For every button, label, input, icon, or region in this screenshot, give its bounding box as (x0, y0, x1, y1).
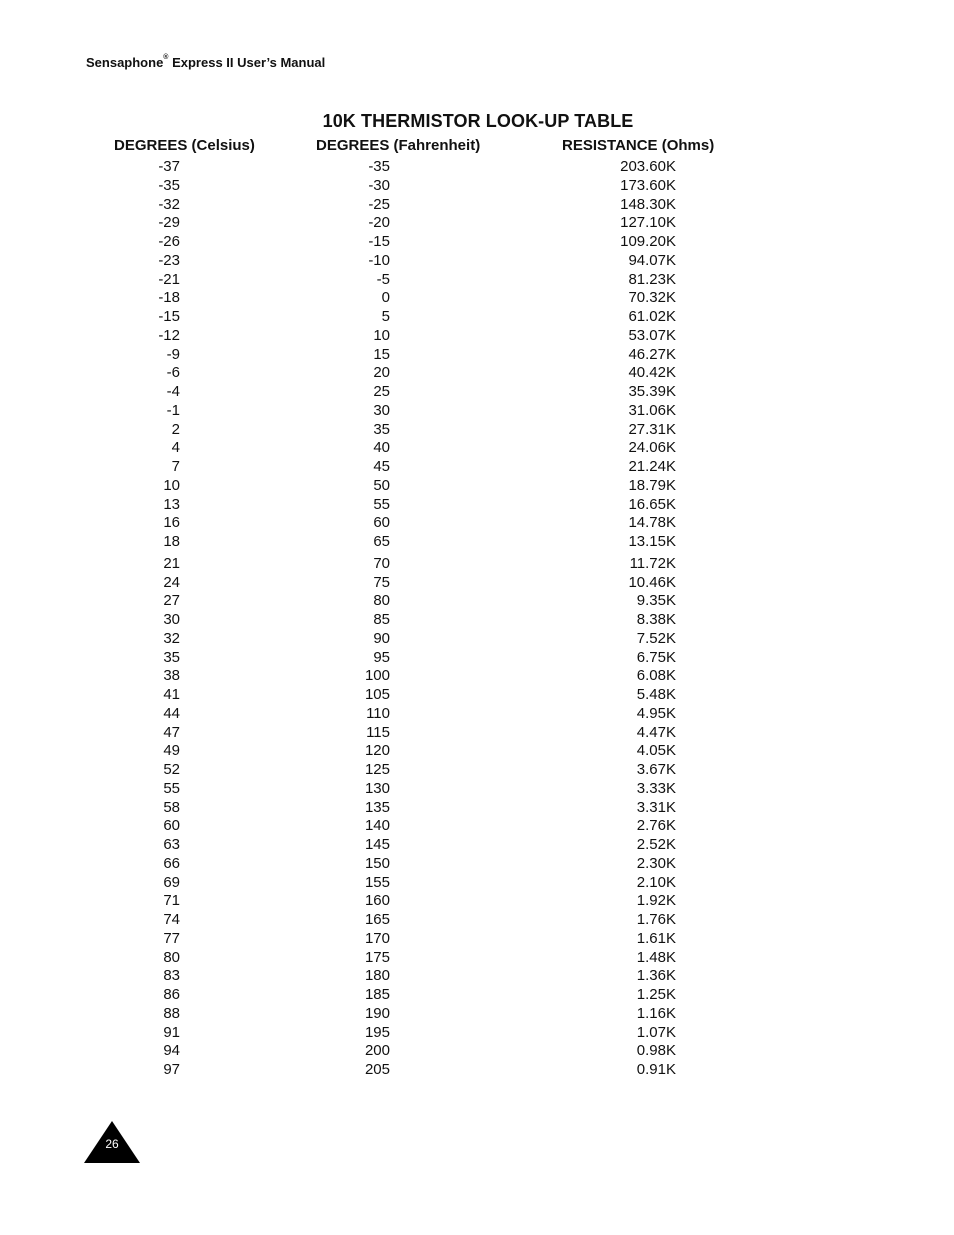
fahrenheit-cell: 75 (373, 573, 390, 591)
table-row (0, 196, 954, 215)
celsius-cell: -12 (158, 326, 180, 344)
celsius-cell: -9 (166, 345, 180, 363)
celsius-cell: 21 (163, 554, 180, 572)
fahrenheit-cell: 20 (373, 364, 390, 382)
resistance-cell: 4.95K (636, 704, 676, 722)
header-brand: Sensaphone (86, 55, 164, 70)
fahrenheit-cell: 205 (364, 1061, 390, 1078)
fahrenheit-cell: 190 (364, 1004, 390, 1022)
resistance-cell: 1.61K (636, 929, 676, 947)
resistance-cell: 6.75K (636, 648, 676, 666)
fahrenheit-cell: 50 (373, 476, 390, 494)
celsius-cell: 91 (163, 1023, 180, 1041)
table-row (0, 667, 954, 686)
resistance-cell: 4.47K (636, 723, 676, 741)
celsius-cell: 74 (163, 911, 180, 928)
table-row (0, 533, 954, 552)
resistance-cell: 2.30K (636, 854, 676, 872)
resistance-cell: 1.07K (636, 1023, 676, 1041)
fahrenheit-cell: 40 (373, 439, 390, 457)
resistance-cell: 70.32K (628, 289, 676, 307)
resistance-cell: 7.52K (636, 629, 676, 647)
resistance-cell: 3.33K (636, 779, 676, 797)
celsius-cell: -4 (166, 383, 180, 400)
resistance-cell: 203.60K (620, 158, 676, 175)
celsius-cell: 27 (163, 592, 180, 610)
fahrenheit-cell: -20 (368, 214, 390, 232)
resistance-cell: 14.78K (628, 514, 676, 532)
table-row (0, 986, 954, 1005)
celsius-cell: -29 (158, 214, 180, 232)
celsius-cell: 16 (163, 514, 180, 532)
table-row (0, 289, 954, 308)
resistance-cell: 81.23K (628, 270, 676, 288)
resistance-cell: 18.79K (628, 476, 676, 494)
resistance-cell: 2.76K (636, 817, 676, 835)
table-row (0, 705, 954, 724)
fahrenheit-cell: 60 (373, 514, 390, 532)
table-row (0, 214, 954, 233)
fahrenheit-cell: -30 (368, 176, 390, 194)
resistance-cell: 1.76K (636, 911, 676, 928)
celsius-cell: 88 (163, 1004, 180, 1022)
celsius-cell: 2 (171, 420, 180, 438)
table-row (0, 799, 954, 818)
fahrenheit-cell: 65 (373, 533, 390, 550)
celsius-cell: 69 (163, 873, 180, 891)
fahrenheit-cell: 35 (373, 420, 390, 438)
running-header (86, 55, 325, 70)
celsius-cell: 13 (163, 495, 180, 513)
resistance-cell: 0.98K (636, 1042, 676, 1060)
table-row (0, 402, 954, 421)
celsius-cell: 35 (163, 648, 180, 666)
celsius-cell: -1 (166, 401, 180, 419)
resistance-cell: 16.65K (628, 495, 676, 513)
celsius-cell: 80 (163, 948, 180, 966)
celsius-cell: 58 (163, 798, 180, 816)
fahrenheit-cell: 10 (373, 326, 390, 344)
fahrenheit-cell: 165 (364, 911, 390, 928)
fahrenheit-cell: 110 (366, 704, 390, 722)
celsius-cell: 55 (163, 779, 180, 797)
table-row (0, 630, 954, 649)
fahrenheit-cell: 30 (373, 401, 390, 419)
celsius-cell: -37 (158, 158, 180, 175)
celsius-cell: 32 (163, 629, 180, 647)
column-header-fahrenheit: DEGREES (Fahrenheit) (316, 137, 481, 154)
celsius-cell: -18 (158, 289, 180, 307)
resistance-cell: 21.24K (628, 458, 676, 475)
table-row (0, 496, 954, 515)
resistance-cell: 11.72K (629, 554, 676, 572)
table-row (0, 252, 954, 271)
resistance-cell: 31.06K (628, 401, 676, 419)
resistance-cell: 46.27K (628, 345, 676, 363)
table-row (0, 761, 954, 780)
resistance-cell: 1.48K (636, 948, 676, 966)
fahrenheit-cell: 0 (381, 289, 390, 307)
table-row (0, 346, 954, 365)
fahrenheit-cell: 180 (364, 967, 390, 985)
table-row (0, 874, 954, 893)
table-row (0, 158, 954, 177)
celsius-cell: 47 (163, 723, 180, 741)
fahrenheit-cell: 150 (364, 854, 390, 872)
resistance-cell: 24.06K (628, 439, 676, 457)
resistance-cell: 2.10K (636, 873, 676, 891)
table-row (0, 1005, 954, 1024)
fahrenheit-cell: -15 (368, 233, 390, 250)
table-row (0, 611, 954, 630)
resistance-cell: 27.31K (628, 420, 676, 438)
celsius-cell: 97 (163, 1061, 180, 1078)
resistance-cell: 1.92K (636, 892, 676, 910)
celsius-cell: 24 (163, 573, 180, 591)
resistance-cell: 35.39K (628, 383, 676, 400)
fahrenheit-cell: 185 (364, 986, 390, 1003)
celsius-cell: 63 (163, 836, 180, 853)
table-row (0, 177, 954, 196)
resistance-cell: 8.38K (636, 611, 676, 628)
celsius-cell: 52 (163, 761, 180, 778)
celsius-cell: -32 (158, 195, 180, 213)
resistance-cell: 94.07K (628, 251, 676, 269)
celsius-cell: 83 (163, 967, 180, 985)
table-title: 10K THERMISTOR LOOK-UP TABLE (322, 111, 634, 131)
column-header-celsius: DEGREES (Celsius) (114, 137, 255, 154)
fahrenheit-cell: 55 (373, 495, 390, 513)
celsius-cell: 66 (163, 854, 180, 872)
fahrenheit-cell: -5 (376, 270, 390, 288)
table-row (0, 308, 954, 327)
resistance-cell: 10.46K (628, 573, 676, 591)
fahrenheit-cell: -35 (368, 158, 390, 175)
resistance-cell: 1.25K (636, 986, 676, 1003)
celsius-cell: 49 (163, 742, 180, 760)
fahrenheit-cell: 135 (364, 798, 390, 816)
table-row (0, 383, 954, 402)
resistance-cell: 2.52K (636, 836, 676, 853)
table-row (0, 458, 954, 477)
resistance-cell: 109.20K (620, 233, 676, 250)
fahrenheit-cell: 105 (364, 686, 390, 703)
table-row (0, 724, 954, 743)
table-row (0, 949, 954, 968)
resistance-cell: 61.02K (628, 308, 676, 325)
celsius-cell: -21 (158, 270, 180, 288)
page-number: 26 (105, 1137, 119, 1151)
fahrenheit-cell: 80 (373, 592, 390, 610)
lookup-table-body (0, 158, 954, 1080)
celsius-cell: 86 (163, 986, 180, 1003)
table-row (0, 271, 954, 290)
table-row (0, 233, 954, 252)
column-header-resistance: RESISTANCE (Ohms) (562, 137, 715, 154)
celsius-cell: 30 (163, 611, 180, 628)
resistance-cell: 13.15K (628, 533, 676, 550)
resistance-cell: 3.67K (636, 761, 676, 778)
fahrenheit-cell: 160 (364, 892, 390, 910)
celsius-cell: 4 (171, 439, 180, 457)
table-row (0, 836, 954, 855)
fahrenheit-cell: 85 (373, 611, 390, 628)
fahrenheit-cell: 125 (364, 761, 390, 778)
table-row (0, 817, 954, 836)
fahrenheit-cell: 200 (364, 1042, 390, 1060)
table-row (0, 892, 954, 911)
resistance-cell: 0.91K (636, 1061, 676, 1078)
header-registered-mark: ® (163, 54, 169, 61)
fahrenheit-cell: 90 (373, 629, 390, 647)
celsius-cell: -6 (166, 364, 180, 382)
celsius-cell: 44 (163, 704, 180, 722)
table-row (0, 514, 954, 533)
fahrenheit-cell: 15 (373, 345, 390, 363)
fahrenheit-cell: 95 (373, 648, 390, 666)
celsius-cell: 41 (163, 686, 180, 703)
fahrenheit-cell: 5 (381, 308, 390, 325)
table-row (0, 327, 954, 346)
celsius-cell: 60 (163, 817, 180, 835)
resistance-cell: 4.05K (636, 742, 676, 760)
fahrenheit-cell: 155 (364, 873, 390, 891)
celsius-cell: 7 (171, 458, 180, 475)
resistance-cell: 5.48K (636, 686, 676, 703)
table-row (0, 574, 954, 593)
resistance-cell: 6.08K (636, 667, 676, 685)
table-row (0, 439, 954, 458)
table-row (0, 364, 954, 383)
fahrenheit-cell: 115 (366, 723, 390, 741)
resistance-cell: 127.10K (620, 214, 676, 232)
fahrenheit-cell: 25 (373, 383, 390, 400)
table-row (0, 649, 954, 668)
resistance-cell: 9.35K (636, 592, 676, 610)
fahrenheit-cell: 195 (364, 1023, 390, 1041)
fahrenheit-cell: 170 (364, 929, 390, 947)
fahrenheit-cell: 45 (373, 458, 390, 475)
table-row (0, 780, 954, 799)
resistance-cell: 1.36K (636, 967, 676, 985)
fahrenheit-cell: 130 (364, 779, 390, 797)
celsius-cell: -35 (158, 176, 180, 194)
celsius-cell: -23 (158, 251, 180, 269)
table-row (0, 967, 954, 986)
fahrenheit-cell: -25 (368, 195, 390, 213)
table-row (0, 930, 954, 949)
fahrenheit-cell: 175 (364, 948, 390, 966)
table-row (0, 1024, 954, 1043)
celsius-cell: 71 (163, 892, 180, 910)
resistance-cell: 148.30K (620, 195, 676, 213)
table-row (0, 592, 954, 611)
resistance-cell: 40.42K (628, 364, 676, 382)
celsius-cell: 38 (163, 667, 180, 685)
table-row (0, 1042, 954, 1061)
resistance-cell: 1.16K (636, 1004, 676, 1022)
celsius-cell: -15 (158, 308, 180, 325)
celsius-cell: 94 (163, 1042, 180, 1060)
resistance-cell: 53.07K (628, 326, 676, 344)
table-row (0, 742, 954, 761)
table-row (0, 421, 954, 440)
table-row (0, 1061, 954, 1080)
fahrenheit-cell: 70 (373, 554, 390, 572)
fahrenheit-cell: 140 (364, 817, 390, 835)
celsius-cell: 18 (163, 533, 180, 550)
resistance-cell: 3.31K (636, 798, 676, 816)
fahrenheit-cell: 120 (364, 742, 390, 760)
table-row (0, 477, 954, 496)
table-row (0, 855, 954, 874)
fahrenheit-cell: -10 (368, 251, 390, 269)
table-row (0, 686, 954, 705)
fahrenheit-cell: 100 (364, 667, 390, 685)
table-row (0, 911, 954, 930)
resistance-cell: 173.60K (620, 176, 676, 194)
celsius-cell: -26 (158, 233, 180, 250)
table-row (0, 555, 954, 574)
celsius-cell: 77 (163, 929, 180, 947)
fahrenheit-cell: 145 (364, 836, 390, 853)
celsius-cell: 10 (163, 476, 180, 494)
header-manual-title: Express II User’s Manual (168, 55, 326, 70)
